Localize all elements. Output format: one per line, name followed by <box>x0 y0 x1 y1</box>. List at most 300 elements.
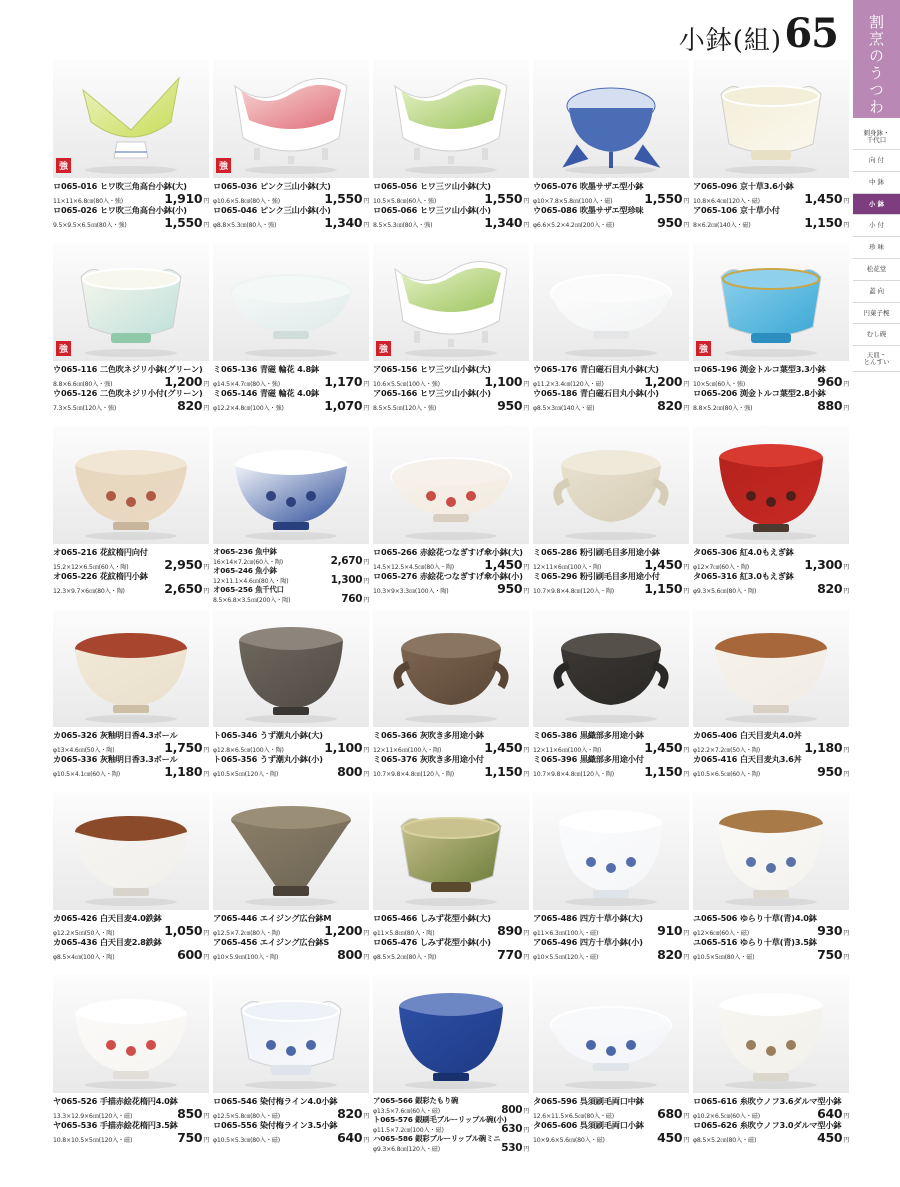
sidebar-item[interactable]: 向 付 <box>853 150 900 172</box>
price-value: 1,550 <box>644 191 683 206</box>
white-wheat-bowl-icon <box>693 609 849 727</box>
product-text <box>373 913 529 961</box>
dark-striped-bowl-icon <box>213 609 369 727</box>
product-name: ミ065-386 黒織部多用途小鉢 <box>533 730 644 740</box>
product-name: ト065-356 うず潮丸小鉢(小) <box>213 754 323 764</box>
product-name: カ065-406 白天目麦丸4.0丼 <box>693 730 802 740</box>
sidebar-item[interactable]: 天皿・ とんすい <box>853 346 900 372</box>
product-spec: φ14.5×4.7㎝(80入・強) <box>213 381 280 388</box>
durable-badge: 強 <box>56 158 71 173</box>
product-card <box>53 60 209 240</box>
product-spec: φ12.2×5㎝(50入・陶) <box>53 930 115 937</box>
product-price <box>324 924 369 940</box>
price-unit: 円 <box>683 564 689 571</box>
product-name: ミ065-296 粉引刷毛目多用途小付 <box>533 571 660 581</box>
product-name: ア065-096 京十草3.6小鉢 <box>693 181 794 191</box>
price-unit: 円 <box>523 1108 529 1115</box>
product-text <box>373 181 529 229</box>
cream-bowl-red-rim-icon <box>53 609 209 727</box>
product-text <box>213 364 369 412</box>
product-name: ト065-576 銀刷毛ブルーリップル碗(小) <box>373 1115 507 1124</box>
product-spec: φ10.5×4.1㎝(60入・陶) <box>53 771 120 778</box>
product-card <box>533 975 689 1155</box>
product-name: ウ065-116 二色吹ネジリ小鉢(グリーン) <box>53 364 203 374</box>
product-text <box>373 730 529 778</box>
product-price <box>331 556 369 568</box>
price-unit: 円 <box>843 588 849 595</box>
category-index <box>853 124 900 372</box>
price-value: 820 <box>657 398 683 413</box>
brown-line-square-bowl-icon <box>693 975 849 1093</box>
section-tab <box>853 0 900 118</box>
product-name: ユ065-516 ゆらり十草(青)3.5鉢 <box>693 937 817 947</box>
sidebar-item[interactable]: 松花堂 <box>853 259 900 281</box>
green-wave-footed-bowl-icon <box>373 60 529 178</box>
product-card <box>533 792 689 972</box>
product-price <box>484 765 529 781</box>
product-price <box>501 1124 529 1136</box>
red-mottled-bowl-icon <box>693 426 849 544</box>
price-unit: 円 <box>523 564 529 571</box>
product-price <box>817 582 849 598</box>
product-name: タ065-606 呉須刷毛両口小鉢 <box>533 1120 644 1130</box>
red-flower-spouted-bowl-icon <box>373 426 529 544</box>
product-price <box>657 216 689 232</box>
price-value: 930 <box>817 923 843 938</box>
product-spec: φ10.2×6.5㎝(60入・磁) <box>693 1113 760 1120</box>
product-price <box>644 192 689 208</box>
product-price <box>324 375 369 391</box>
price-value: 850 <box>177 1106 203 1121</box>
product-text <box>213 547 369 604</box>
product-card <box>373 426 529 606</box>
price-value: 2,950 <box>164 557 203 572</box>
price-unit: 円 <box>683 405 689 412</box>
sidebar-item[interactable]: 珍 味 <box>853 237 900 259</box>
product-spec: 15.2×12×6.5㎝(60入・陶) <box>53 564 129 571</box>
price-unit: 円 <box>523 930 529 937</box>
price-value: 1,550 <box>164 215 203 230</box>
aging-conical-bowl-icon <box>213 792 369 910</box>
product-spec: φ9.3×5.6㎝(80入・陶) <box>693 588 757 595</box>
price-value: 450 <box>817 1130 843 1145</box>
product-spec: 9.5×9.5×6.5㎝(80入・強) <box>53 222 127 229</box>
price-value: 1,300 <box>804 557 843 572</box>
product-spec: 8.5×6.8×3.5㎝(200入・陶) <box>213 597 291 604</box>
product-spec: 8×6.2㎝(140入・磁) <box>693 222 751 229</box>
product-text <box>373 1096 529 1153</box>
price-unit: 円 <box>203 747 209 754</box>
price-value: 1,340 <box>484 215 523 230</box>
green-wave-footed-bowl-icon <box>373 243 529 361</box>
product-card <box>213 243 369 423</box>
price-unit: 円 <box>363 771 369 778</box>
product-name: ウ065-126 二色吹ネジリ小付(グリーン) <box>53 388 203 398</box>
product-price <box>484 216 529 232</box>
black-lug-bowl-icon <box>533 609 689 727</box>
blue-stripe-cup-bowl-icon <box>533 792 689 910</box>
product-text <box>53 364 209 412</box>
price-value: 960 <box>817 374 843 389</box>
product-card <box>693 60 849 240</box>
price-value: 1,150 <box>484 764 523 779</box>
product-name: ロ065-066 ヒワ三ツ山小鉢(小) <box>373 205 491 215</box>
product-name: ウ065-076 吹墨サザエ型小鉢 <box>533 181 644 191</box>
product-spec: 10.8×6.4㎝(120入・磁) <box>693 198 760 205</box>
product-text <box>533 364 689 412</box>
price-value: 1,180 <box>804 740 843 755</box>
price-value: 1,150 <box>644 764 683 779</box>
sidebar-item[interactable]: 蓋 向 <box>853 281 900 303</box>
product-name: ロ065-206 渕金トルコ葉型2.8小鉢 <box>693 388 826 398</box>
price-value: 1,050 <box>164 923 203 938</box>
product-price <box>817 399 849 415</box>
price-value: 630 <box>501 1123 523 1135</box>
price-unit: 円 <box>203 588 209 595</box>
price-unit: 円 <box>843 771 849 778</box>
price-unit: 円 <box>523 381 529 388</box>
price-value: 600 <box>177 947 203 962</box>
product-spec: φ10×5.9㎝(100入・陶) <box>213 954 279 961</box>
price-value: 820 <box>177 398 203 413</box>
product-spec: φ11×6.3㎝(100入・磁) <box>533 930 599 937</box>
price-value: 1,300 <box>330 574 363 586</box>
product-card <box>693 243 849 423</box>
product-name: ハ065-586 銀彩ブルーリップル碗ミニ <box>373 1134 501 1143</box>
product-name: ロ065-266 赤絵花つなぎすげ傘小鉢(大) <box>373 547 523 557</box>
price-unit: 円 <box>363 1113 369 1120</box>
page-number: 65 <box>784 10 838 57</box>
price-unit: 円 <box>843 1113 849 1120</box>
product-text <box>693 1096 849 1144</box>
price-value: 1,550 <box>324 191 363 206</box>
product-spec: φ8.5×5.2㎝(80入・磁) <box>693 1137 757 1144</box>
product-name: カ065-416 白天目麦丸3.6丼 <box>693 754 802 764</box>
product-name: ミ065-286 粉引刷毛目多用途小鉢 <box>533 547 660 557</box>
price-value: 1,910 <box>164 191 203 206</box>
product-name: カ065-326 灰釉明日香4.3ボール <box>53 730 178 740</box>
product-name: ウ065-086 吹墨サザエ型珍味 <box>533 205 644 215</box>
price-unit: 円 <box>843 747 849 754</box>
price-unit: 円 <box>203 405 209 412</box>
product-price <box>644 765 689 781</box>
page-title: 小鉢(組) <box>678 26 782 56</box>
product-card <box>53 243 209 423</box>
product-spec: φ12.2×4.8㎝(100入・強) <box>213 405 284 412</box>
product-price <box>497 924 529 940</box>
product-price <box>164 582 209 598</box>
product-text <box>533 1096 689 1144</box>
product-spec: 11×11×6.8㎝(80入・強) <box>53 198 124 205</box>
product-name: ロ065-556 染付梅ライン3.5小鉢 <box>213 1120 338 1130</box>
product-card <box>53 792 209 972</box>
product-price <box>497 399 529 415</box>
durable-badge: 強 <box>376 341 391 356</box>
product-spec: φ8.5×5.2㎝(80入・陶) <box>373 954 437 961</box>
beige-lug-bowl-icon <box>533 426 689 544</box>
product-price <box>164 216 209 232</box>
product-name: ロ065-616 糸吹ウノフ3.6ダルマ型小鉢 <box>693 1096 842 1106</box>
product-price <box>177 399 209 415</box>
price-unit: 円 <box>203 930 209 937</box>
product-spec: φ10×5.5㎝(120入・磁) <box>533 954 599 961</box>
price-value: 2,670 <box>330 555 363 567</box>
price-unit: 円 <box>363 597 369 604</box>
price-value: 750 <box>177 1130 203 1145</box>
price-value: 910 <box>657 923 683 938</box>
blue-shell-bowl-icon <box>533 60 689 178</box>
price-value: 1,100 <box>484 374 523 389</box>
product-price <box>324 216 369 232</box>
product-spec: φ9.3×6.8㎝(120入・磁) <box>373 1146 440 1153</box>
price-unit: 円 <box>363 930 369 937</box>
product-spec: φ12×7㎝(60入・陶) <box>693 564 749 571</box>
product-name: オ065-246 魚小鉢 <box>213 566 277 575</box>
product-name: タ065-316 紅3.0もえぎ鉢 <box>693 571 794 581</box>
product-name: ミ065-146 青磁 輪花 4.0鉢 <box>213 388 319 398</box>
product-card <box>533 60 689 240</box>
price-value: 770 <box>497 947 523 962</box>
product-name: ミ065-376 灰吹き多用途小付 <box>373 754 484 764</box>
product-spec: 12×11.1×4.6㎝(80入・陶) <box>213 578 289 585</box>
product-price <box>644 582 689 598</box>
section-tab-label: 割烹のうつわ <box>867 14 885 116</box>
price-unit: 円 <box>683 954 689 961</box>
product-spec: 16×14×7.2㎝(60入・陶) <box>213 559 284 566</box>
price-value: 880 <box>817 398 843 413</box>
product-card <box>373 792 529 972</box>
product-spec: φ8.5×4㎝(100入・陶) <box>53 954 115 961</box>
product-name: ア065-566 銀彩たもり碗 <box>373 1096 459 1105</box>
price-value: 800 <box>337 764 363 779</box>
product-name: ア065-456 エイジング広台鉢S <box>213 937 330 947</box>
price-unit: 円 <box>683 930 689 937</box>
product-name: ト065-346 うず潮丸小鉢(大) <box>213 730 323 740</box>
product-name: タ065-596 呉須刷毛両口中鉢 <box>533 1096 644 1106</box>
price-unit: 円 <box>843 1137 849 1144</box>
product-card <box>213 609 369 789</box>
price-unit: 円 <box>523 588 529 595</box>
product-spec: φ10.5×5㎝(80入・磁) <box>693 954 755 961</box>
price-unit: 円 <box>203 771 209 778</box>
price-unit: 円 <box>203 222 209 229</box>
price-unit: 円 <box>203 954 209 961</box>
product-spec: 10.7×9.8×4.8㎝(120入・陶) <box>533 588 615 595</box>
price-value: 1,450 <box>484 557 523 572</box>
product-price <box>817 1131 849 1147</box>
product-text <box>693 364 849 412</box>
product-name: オ065-236 魚中鉢 <box>213 547 277 556</box>
product-text <box>373 547 529 595</box>
blue-brush-spout-bowl-icon <box>533 975 689 1093</box>
product-text <box>533 547 689 595</box>
price-value: 1,150 <box>804 215 843 230</box>
product-spec: φ10×7.8×5.8㎝(100入・磁) <box>533 198 613 205</box>
product-price <box>324 741 369 757</box>
sidebar-item[interactable]: 中 鉢 <box>853 172 900 194</box>
two-tone-twist-bowl-icon <box>53 243 209 361</box>
price-unit: 円 <box>203 381 209 388</box>
product-price <box>164 765 209 781</box>
price-unit: 円 <box>523 771 529 778</box>
product-text <box>213 913 369 961</box>
flower-pattern-bowl-icon <box>53 426 209 544</box>
sidebar-item[interactable]: 小 付 <box>853 215 900 237</box>
product-spec: 10×9.6×5.6㎝(80入・磁) <box>533 1137 605 1144</box>
price-value: 1,340 <box>324 215 363 230</box>
price-value: 1,150 <box>644 581 683 596</box>
product-card <box>213 792 369 972</box>
product-spec: 10.7×9.8×4.8㎝(120入・陶) <box>533 771 615 778</box>
price-unit: 円 <box>523 198 529 205</box>
sidebar-item[interactable]: 刺身鉢・ 千代口 <box>853 124 900 150</box>
product-spec: 8.8×6.6㎝(80入・強) <box>53 381 113 388</box>
turquoise-leaf-bowl-icon <box>693 243 849 361</box>
price-unit: 円 <box>683 198 689 205</box>
product-spec: 10.5×5.8㎝(60入・強) <box>373 198 437 205</box>
product-card <box>213 975 369 1155</box>
product-price <box>657 1131 689 1147</box>
price-unit: 円 <box>363 559 369 566</box>
product-price <box>804 741 849 757</box>
product-text <box>53 730 209 778</box>
product-name: ロ065-546 染付梅ライン4.0小鉢 <box>213 1096 338 1106</box>
price-unit: 円 <box>363 747 369 754</box>
blue-grass-bowl-icon <box>693 792 849 910</box>
price-unit: 円 <box>683 588 689 595</box>
product-card <box>533 609 689 789</box>
product-name: ア065-496 四方十草小鉢(小) <box>533 937 643 947</box>
price-unit: 円 <box>523 1146 529 1153</box>
product-name: カ065-426 白天目麦4.0鉄鉢 <box>53 913 162 923</box>
durable-badge: 強 <box>696 341 711 356</box>
price-value: 950 <box>657 215 683 230</box>
price-value: 1,200 <box>644 374 683 389</box>
price-unit: 円 <box>363 198 369 205</box>
product-name: ロ065-026 ヒワ吹三角高台小鉢(小) <box>53 205 187 215</box>
product-text <box>213 730 369 778</box>
product-spec: 12.6×11.5×6.5㎝(80入・磁) <box>533 1113 615 1120</box>
product-spec: 12×11×6㎝(100入・陶) <box>533 747 602 754</box>
product-price <box>497 582 529 598</box>
price-unit: 円 <box>523 222 529 229</box>
red-painted-oval-bowl-icon <box>53 975 209 1093</box>
product-price <box>177 948 209 964</box>
product-price <box>817 948 849 964</box>
sidebar-item[interactable]: 円菓子椀 <box>853 303 900 325</box>
product-spec: 14.5×12.5×4.5㎝(80入・陶) <box>373 564 455 571</box>
price-unit: 円 <box>683 1113 689 1120</box>
product-price <box>337 1131 369 1147</box>
product-name: ヤ065-536 手描赤絵花楕円3.5鉢 <box>53 1120 178 1130</box>
product-name: ロ065-476 しみず花型小鉢(小) <box>373 937 491 947</box>
product-spec: 10.7×9.8×4.8㎝(120入・陶) <box>373 771 455 778</box>
product-name: ア065-156 ヒワ三ツ山小鉢(大) <box>373 364 491 374</box>
product-spec: 8.5×5.3㎝(80入・強) <box>373 222 433 229</box>
product-name: ヤ065-526 手描赤絵花楕円4.0鉢 <box>53 1096 178 1106</box>
product-card <box>53 609 209 789</box>
price-unit: 円 <box>683 222 689 229</box>
product-spec: φ10.5×6.5㎝(60入・陶) <box>693 771 760 778</box>
product-name: ロ065-626 糸吹ウノフ3.0ダルマ型小鉢 <box>693 1120 842 1130</box>
product-card <box>53 426 209 606</box>
product-card <box>693 426 849 606</box>
product-card <box>693 975 849 1155</box>
price-value: 1,450 <box>804 191 843 206</box>
product-price <box>497 948 529 964</box>
price-value: 1,200 <box>164 374 203 389</box>
product-name: ロ065-036 ピンク三山小鉢(大) <box>213 181 331 191</box>
green-shino-flower-bowl-icon <box>373 792 529 910</box>
pink-wave-footed-bowl-icon <box>213 60 369 178</box>
product-name: ユ065-506 ゆらり十草(青)4.0鉢 <box>693 913 817 923</box>
price-unit: 円 <box>363 381 369 388</box>
product-text <box>373 364 529 412</box>
white-tenmoku-bowl-icon <box>53 792 209 910</box>
product-text <box>213 1096 369 1144</box>
product-card <box>213 426 369 606</box>
product-price <box>817 924 849 940</box>
product-card <box>53 975 209 1155</box>
price-unit: 円 <box>843 564 849 571</box>
product-card <box>373 975 529 1155</box>
price-value: 1,100 <box>324 740 363 755</box>
product-price <box>804 558 849 574</box>
price-unit: 円 <box>523 747 529 754</box>
price-value: 800 <box>501 1104 523 1116</box>
price-value: 950 <box>817 764 843 779</box>
price-value: 750 <box>817 947 843 962</box>
product-spec: φ13×4.6㎝(50入・陶) <box>53 747 115 754</box>
price-unit: 円 <box>523 1127 529 1134</box>
product-spec: φ12.2×7.2㎝(50入・陶) <box>693 747 760 754</box>
product-name: カ065-336 灰釉明日香3.3ボール <box>53 754 178 764</box>
product-name: ロ065-046 ピンク三山小鉢(小) <box>213 205 331 215</box>
page-header <box>0 0 850 58</box>
product-spec: φ8.5×3㎝(140入・磁) <box>533 405 595 412</box>
product-text <box>693 913 849 961</box>
product-price <box>164 924 209 940</box>
product-text <box>533 730 689 778</box>
product-name: タ065-306 紅4.0もえぎ鉢 <box>693 547 794 557</box>
navy-ripple-bowl-icon <box>373 975 529 1093</box>
sidebar-item[interactable]: 小 鉢 <box>853 194 900 216</box>
price-unit: 円 <box>363 222 369 229</box>
product-text <box>213 181 369 229</box>
price-unit: 円 <box>683 381 689 388</box>
product-spec: φ12.5×5.8㎝(80入・磁) <box>213 1113 280 1120</box>
product-spec: φ12.8×6.5㎝(100入・陶) <box>213 747 284 754</box>
product-card <box>693 609 849 789</box>
price-unit: 円 <box>683 747 689 754</box>
product-price <box>331 575 369 587</box>
sidebar-item[interactable]: むし碗 <box>853 324 900 346</box>
product-spec: 12.3×9.7×6㎝(80入・陶) <box>53 588 125 595</box>
product-card <box>373 60 529 240</box>
price-value: 950 <box>497 581 523 596</box>
white-flower-bowl-icon <box>693 60 849 178</box>
product-name: ロ065-466 しみず花型小鉢(大) <box>373 913 491 923</box>
product-name: ロ065-196 渕金トルコ葉型3.3小鉢 <box>693 364 826 374</box>
product-name: オ065-256 魚千代口 <box>213 585 284 594</box>
price-value: 1,550 <box>484 191 523 206</box>
product-price <box>164 558 209 574</box>
product-text <box>533 181 689 229</box>
product-spec: 12×11×6㎝(100入・陶) <box>373 747 442 754</box>
product-spec: 8.5×5.5㎝(120入・強) <box>373 405 437 412</box>
product-spec: φ12×6㎝(60入・磁) <box>693 930 749 937</box>
price-unit: 円 <box>363 954 369 961</box>
